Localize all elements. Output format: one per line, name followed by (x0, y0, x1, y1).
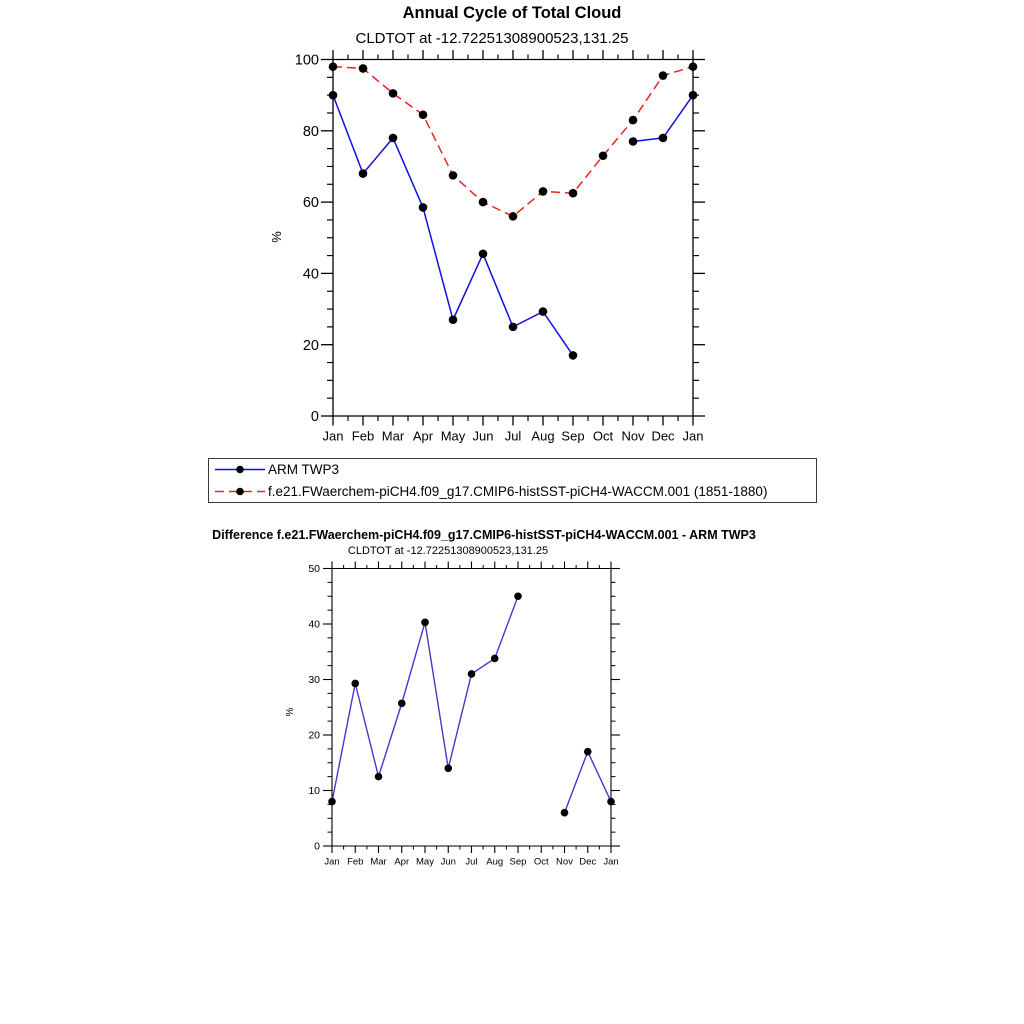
ytick-label: 20 (308, 729, 320, 742)
chart2-title: Difference f.e21.FWaerchem-piCH4.f09_g17.CMIP6-histSST-piCH4-WACCM.001 - ARM TWP3 (212, 528, 756, 542)
data-point (607, 798, 615, 806)
ytick-label: 20 (302, 337, 319, 354)
ytick-label: 0 (314, 840, 320, 853)
ytick-label: 100 (294, 52, 319, 69)
data-point (509, 212, 518, 221)
data-point (375, 773, 383, 781)
legend-entry-arm-twp3 (214, 459, 816, 480)
data-point (479, 198, 488, 207)
data-point (659, 134, 668, 143)
month-label: Apr (412, 428, 434, 444)
data-point (479, 249, 488, 258)
chart1-subtitle: CLDTOT at -12.72251308900523,131.25 (355, 30, 629, 47)
data-point (359, 64, 368, 73)
month-label: May (416, 856, 434, 868)
month-label: Jun (472, 428, 494, 444)
month-label: Dec (651, 428, 675, 444)
ytick-label: 40 (308, 618, 320, 631)
legend-swatch-marker (236, 488, 244, 496)
data-point (328, 798, 336, 806)
legend-swatch-marker (236, 466, 244, 474)
month-label: Dec (579, 856, 597, 868)
month-label: Oct (592, 428, 614, 444)
data-point (629, 116, 638, 125)
data-point (539, 307, 548, 316)
data-point (419, 110, 428, 119)
data-point (539, 187, 548, 196)
month-label: Jan (324, 856, 340, 868)
ytick-label: 30 (308, 674, 320, 687)
series-line-0 (332, 596, 518, 801)
data-point (509, 323, 518, 332)
month-label: Jan (682, 428, 704, 444)
legend-box (208, 458, 817, 503)
month-label: Oct (533, 856, 549, 868)
data-point (569, 189, 578, 198)
data-point (389, 89, 398, 98)
data-point (398, 700, 406, 708)
data-point (689, 62, 698, 71)
data-point (689, 91, 698, 100)
data-point (329, 62, 338, 71)
ytick-label: 50 (308, 563, 320, 576)
month-label: Apr (394, 856, 410, 868)
month-label: Jul (465, 856, 478, 868)
y-axis-label: % (269, 231, 284, 243)
ytick-label: 60 (302, 195, 319, 212)
data-point (514, 592, 522, 600)
legend-label-model: f.e21.FWaerchem-piCH4.f09_g17.CMIP6-histSST-piCH4-WACCM.001 (1851-1880) (268, 484, 768, 499)
data-point (449, 171, 458, 180)
data-point (359, 169, 368, 178)
legend-line-swatch-solid (214, 464, 266, 475)
month-label: Mar (370, 856, 387, 868)
data-point (561, 809, 569, 817)
data-point (468, 670, 476, 678)
month-label: Jul (504, 428, 522, 444)
data-point (389, 134, 398, 143)
data-point (569, 351, 578, 360)
month-label: Aug (531, 428, 555, 444)
month-label: Aug (486, 856, 504, 868)
legend-entry-model (214, 481, 816, 502)
chart2-subtitle: CLDTOT at -12.72251308900523,131.25 (347, 545, 549, 557)
month-label: Jun (440, 856, 456, 868)
ytick-label: 10 (308, 785, 320, 798)
month-label: Feb (347, 856, 364, 868)
month-label: Feb (351, 428, 375, 444)
month-label: Jan (603, 856, 619, 868)
month-label: Nov (556, 856, 573, 868)
data-point (419, 203, 428, 212)
month-label: May (440, 428, 466, 444)
data-point (421, 619, 429, 627)
data-point (599, 151, 608, 160)
ytick-label: 40 (302, 266, 319, 283)
month-label: Jan (322, 428, 344, 444)
chart1-title: Annual Cycle of Total Cloud (402, 4, 622, 22)
ytick-label: 0 (310, 409, 319, 426)
series-line-0 (565, 752, 612, 813)
data-point (491, 655, 499, 663)
y-axis-label: % (285, 707, 296, 717)
data-point (329, 91, 338, 100)
data-point (659, 71, 668, 80)
data-point (351, 680, 359, 688)
data-point (629, 137, 638, 146)
month-label: Mar (381, 428, 405, 444)
data-point (449, 315, 458, 324)
ytick-label: 80 (302, 123, 319, 140)
month-label: Nov (621, 428, 645, 444)
legend-line-swatch-dashed (214, 486, 266, 497)
data-point (584, 748, 592, 756)
data-point (444, 765, 452, 773)
legend-label-arm-twp3: ARM TWP3 (268, 462, 340, 477)
month-label: Sep (561, 428, 585, 444)
month-label: Sep (509, 856, 527, 868)
